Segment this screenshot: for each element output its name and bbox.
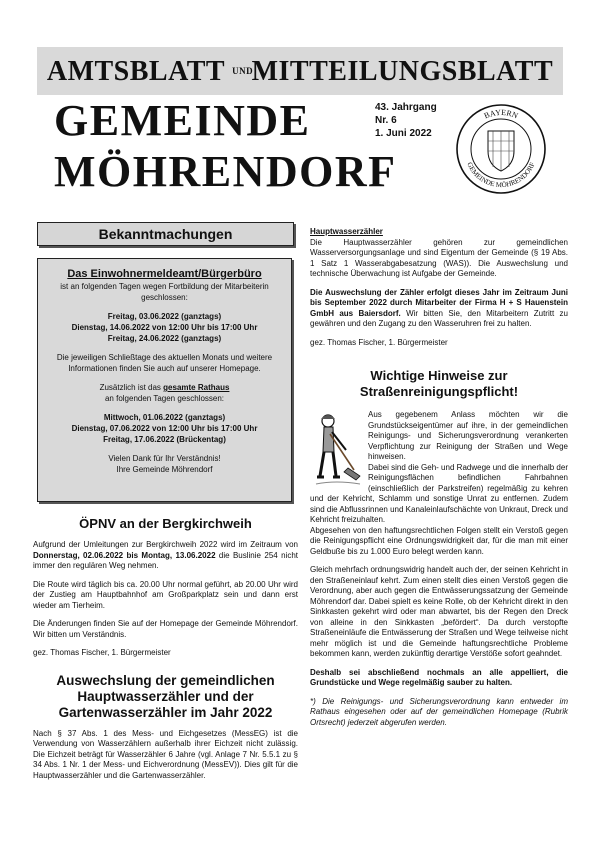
wasserzaehler-title: Auswechslung der gemeindlichen Hauptwasserzähler und der Gartenwasserzähler im Jahr 2022 [56,672,275,720]
rathaus-date: Dienstag, 07.06.2022 von 12:00 Uhr bis 17:00 Uhr [71,424,258,433]
rathaus-emphasis: gesamte Rathaus [163,383,230,392]
wasserzaehler-text: Wir bitten Sie, den Mitarbeitern Zutritt zu gewähren und den Zugang zu den Wasseruhren frei zu halten. [310,308,568,328]
street-sweeper-icon [310,410,362,488]
rathaus-post: an folgenden Tagen geschlossen: [104,394,225,403]
closing-date: Dienstag, 14.06.2022 von 12:00 Uhr bis 17:00 Uhr [71,323,258,332]
strassenreinigung-title: Wichtige Hinweise zur Straßenreinigungspflicht! [359,368,519,399]
seal-bottom-text: GEMEINDE MÖHRENDORF [465,161,537,190]
closing-note: Die jeweiligen Schließtage des aktuellen Monats und weitere Informationen finden Sie auch auf unserer Homepage. [56,353,273,373]
issue-nummer: Nr. 6 [375,115,397,126]
ort-title: MÖHRENDORF [54,147,397,196]
oepnv-article [33,540,298,659]
wasserzaehler-paragraph [310,288,568,330]
wasserzaehler-emphasis: Die Auswechslung der Zähler erfolgt dieses Jahr im Zeitraum Juni bis September 2022 durch Mitarbeiter der Firma H + S Hauenstein GmbH aus Baiersdorf. [310,287,568,318]
rathaus-pre: Zusätzlich ist das [99,383,161,392]
issue-datum: 1. Juni 2022 [375,128,432,139]
thanks-signature: Ihre Gemeinde Möhrendorf [116,465,213,474]
closing-date: Freitag, 24.06.2022 (ganztags) [107,334,222,343]
oepnv-text: Aufgrund der Umleitungen zur Bergkirchweih 2022 wird im Zeitraum von [33,540,298,549]
gemeinde-title: GEMEINDE [54,96,311,145]
thanks: Vielen Dank für Ihr Verständnis! [108,454,221,463]
wasserzaehler-paragraph: Die Hauptwasserzähler gehören zur gemeindlichen Wasserversorgungsanlage und sind Eigentum der Gemeinde (§ 19 Abs. 1 Satz 1 Wasserabgabesatzung (WAS)). Die Auswechslung und technische Überwachung ist Aufgabe der Gemeinde. [310,237,568,278]
oepnv-title: ÖPNV an der Bergkirchweih [79,516,252,531]
right-column [310,227,568,736]
oepnv-dates: Donnerstag, 02.06.2022 bis Montag, 13.06.2022 [33,550,216,560]
wasserzaehler-article [33,729,298,782]
masthead-name-panel [37,95,563,205]
oepnv-signature: gez. Thomas Fischer, 1. Bürgermeister [33,648,171,657]
title-amtsblatt: AMTSBLATT [46,56,225,87]
masthead-title [37,56,563,88]
rathaus-date: Freitag, 17.06.2022 (Brückentag) [103,435,226,444]
oepnv-paragraph: Die Änderungen finden Sie auf der Homepage der Gemeinde Möhrendorf. Wir bitten um Verständnis. [33,619,298,639]
seal-top-text: BAYERN [482,107,520,121]
bekanntmachungen-header: Bekanntmachungen [37,222,294,246]
left-column [33,222,298,789]
closing-date: Freitag, 03.06.2022 (ganztags) [107,312,222,321]
rathaus-note [44,382,285,393]
reinigung-paragraph: Dabei sind die Geh- und Radwege und die innerhalb der Reinigungsflächen befindlichen Fahrbahnen (einschließlich der Parkstreifen) regelmäßig zu kehren und der Kehricht, Schlamm und sonstige Unrat zu entfernen. Zudem sind die Abflussrinnen und Kanaleinlaufschächte von Unkraut, Dreck und Kehricht freizuhalten. [310,462,568,524]
oepnv-paragraph: Die Route wird täglich bis ca. 20.00 Uhr normal geführt, ab 20.00 Uhr wird der Zustieg am Hauptbahnhof am Großparkplatz sein und dann erst wieder am Tierheim. [33,579,298,610]
municipal-seal-icon [455,103,547,195]
masthead [37,47,563,205]
issue-info [375,101,437,140]
rathaus-date: Mittwoch, 01.06.2022 (ganztags) [103,413,226,422]
wasserzaehler-signature: gez. Thomas Fischer, 1. Bürgermeister [310,337,448,347]
reinigung-paragraph: Abgesehen von den haftungsrechtlichen Folgen stellt ein Verstoß gegen die Reinigungspflicht eine Ordnungswidrigkeit dar, für die man mit einer Geldbuße bis zu 1.000 Euro belegt werden kann. [310,525,568,556]
oepnv-text: die Buslinie 254 nicht immer den regulären Weg nehmen. [33,550,298,570]
buergerbuero-notice [37,258,292,502]
reinigung-paragraph: Gleich mehrfach ordnungswidrig handelt auch der, der seinen Kehricht in den Straßeneinlauf kehrt. Zum einen stellt dies einen Verstoß gegen die Verordnung, aber auch gegen die Entwässerungssatzung der Gemeinde Möhrendorf dar. Dabei spielt es keine Rolle, ob der Kehricht direkt in den Sinkkasten gekehrt wird oder man abwartet, bis der Regen den Dreck von alleine in den Sinkkasten „befördert“. Da durch verstopfte Straßeneinläufe die Entwässerung der Straßen und Wege teilweise nicht mehr möglich ist und die Gemeinde haftungsrechtliche Probleme bekommen kann, werden zukünftig derartige Verstöße sofort geahndet. [310,565,568,658]
reinigung-footnote: *) Die Reinigungs- und Sicherungsverordnung kann entweder im Rathaus eingesehen oder auf der gemeindlichen Homepage (Rubrik Ortsrecht) jederzeit abgerufen werden. [310,696,568,727]
notice-intro: ist an folgenden Tagen wegen Fortbildung der Mitarbeiterin geschlossen: [60,282,269,302]
issue-jahrgang: 43. Jahrgang [375,102,437,113]
oepnv-paragraph [33,540,298,572]
reinigung-appeal: Deshalb sei abschließend nochmals an alle appelliert, die Grundstücke und Wege regelmäßig sauber zu halten. [310,667,568,687]
notice-title: Das Einwohnermeldeamt/Bürgerbüro [67,268,262,280]
hauptwasserzaehler-article [310,238,568,349]
title-mitteilungsblatt: MITTEILUNGSBLATT [251,56,554,87]
wasserzaehler-paragraph: Nach § 37 Abs. 1 des Mess- und Eichgesetzes (MessEG) ist die Verwendung von Wasserzählern außerhalb ihrer Eichzeit nicht zulässig. Die Eichzeit beträgt für Wasserzähler 6 Jahre (vgl. Anlage 7 Nr. 5.5.1 zu § 34 Abs. 1 Nr. 1 der Mess- und Eichverordnung (MessEV)). Dies gilt für die Hauptwasserzähler und die Gartenwasserzähler. [33,728,298,780]
reinigung-paragraph: Aus gegebenem Anlass möchten wir die Grundstückseigentümer auf ihre, in der gemeindlichen Reinigungs- und Sicherungsverordnung verankerten Verpflichtung zur Reinigung der Straßen und Wege hinweisen. [368,410,568,461]
title-und: UND [232,66,254,76]
hauptwasserzaehler-subtitle: Hauptwasserzähler [310,227,383,236]
strassenreinigung-article [310,410,568,728]
